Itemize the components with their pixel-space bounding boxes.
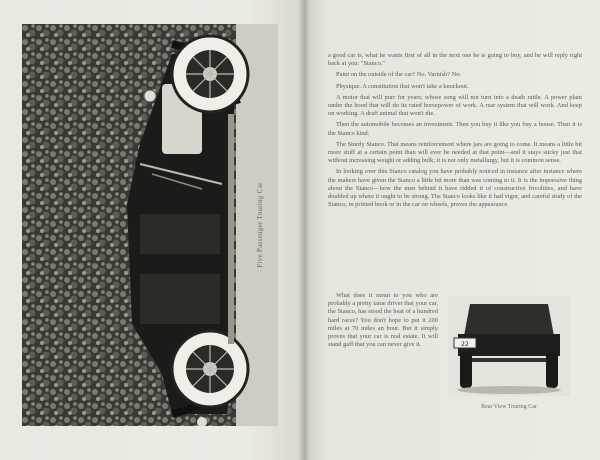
rear-view-photo — [448, 296, 570, 396]
photo-caption: Five Passenger Touring Car — [256, 182, 264, 268]
paragraph: Then the automobile becomes an investment. Then you buy it like you buy a house. Then it is the Stanco kind. — [328, 121, 582, 137]
paragraph: What does it mean to you who are probably a pretty tame driver that your car, the Stanco, has stood the heat of a hundred hard races? You don't hope to put it 200 miles at 70 miles an hour. But it simply proves that your car is real estate. It will stand gaff that you can never give it. — [328, 292, 438, 349]
paragraph: Physique. A constitution that won't take a knockout. — [336, 82, 469, 90]
paragraph: A motor that will purr for years; whose song will not turn into a death rattle. A power plant under the hood that will do its rated horsepower of work. A rear system that will work. And keep on working. A draft animal that won't die. — [328, 93, 582, 118]
paragraph: The Sturdy Stanco. That means reinforcement where jars are going to come. It means a little bit more stuff at a certain point than will ever be needed at that point—and it stays sticky just that without increasing weight or adding bulk; it is not only metallurgy, but it is common sense. — [328, 140, 582, 165]
svg-text:22: 22 — [461, 341, 469, 348]
paragraph: Paint on the outside of the car? No. Varnish? No. — [336, 71, 462, 79]
touring-car-illustration — [22, 24, 278, 426]
book-gutter — [298, 0, 310, 460]
paragraph: a good car is, what he wants first of all in the next one he is going to buy, and he will reply right back at you: "Stanco." — [328, 52, 582, 68]
body-text — [328, 52, 582, 212]
paragraph: In looking over this Stanco catalog you have probably noticed in instance after instance where the makers have given the Stanco a little bit more than was coming to it. It is the impressive thing about the Stanco—how the men behind it have ridded it of constructive frivolities, and have doubled up where it ought to be strong. The Stanco looks like it had vigor, and careful study of the Stanco, in printed book or in the car on wheels, proves the appearance. — [328, 168, 582, 209]
narrow-text — [328, 292, 438, 349]
rear-view-illustration — [448, 296, 570, 396]
rear-view-caption: Rear View Touring Car — [481, 404, 537, 410]
touring-car-photo — [22, 24, 278, 426]
